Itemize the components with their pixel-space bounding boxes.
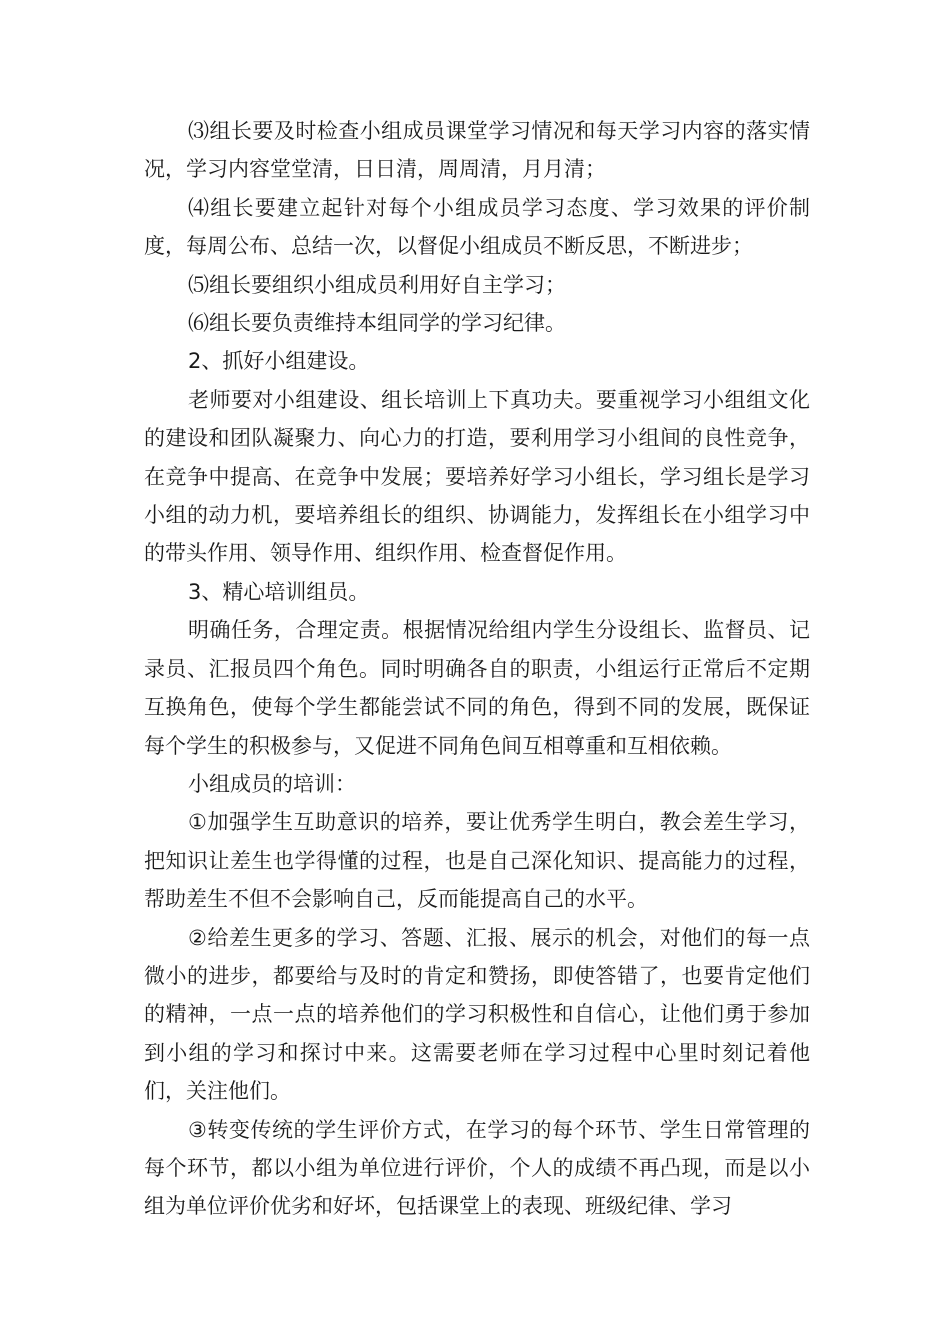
paragraph-leader-self-study: ⑸组长要组织小组成员利用好自主学习； (188, 272, 566, 297)
paragraph-training-intro: 小组成员的培训： (188, 771, 356, 796)
paragraph-leader-check: ⑶组长要及时检查小组成员课堂学习情况和每天学习内容的落实情况，学习内容堂堂清，日日清，周周清，月月清； (144, 119, 810, 182)
paragraph-leader-evaluation: ⑷组长要建立起针对每个小组成员学习态度、学习效果的评价制度，每周公布、总结一次，以督促小组成员不断反思，不断进步； (144, 195, 810, 259)
section-heading-member-training: 3、精心培训组员。 (188, 579, 370, 604)
paragraph-evaluation-method: ③转变传统的学生评价方式，在学习的每个环节、学生日常管理的每个环节，都以小组为单位进行评价，个人的成绩不再凸现，而是以小组为单位评价优劣和好坏，包括课堂上的表现、班级纪律、学习 (144, 1117, 810, 1219)
section-heading-group-building: 2、抓好小组建设。 (188, 349, 370, 374)
paragraph-group-building: 老师要对小组建设、组长培训上下真功夫。要重视学习小组组文化的建设和团队凝聚力、向心力的打造，要利用学习小组间的良性竞争，在竞争中提高、在竞争中发展；要培养好学习小组长，学习组长是学习小组的动力机，要培养组长的组织、协调能力，发挥组长在小组学习中的带头作用、领导作用、组织作用、检查督促作用。 (144, 387, 810, 566)
paragraph-roles: 明确任务，合理定责。根据情况给组内学生分设组长、监督员、记录员、汇报员四个角色。同时明确各自的职责，小组运行正常后不定期互换角色，使每个学生都能尝试不同的角色，得到不同的发展，既保证每个学生的积极参与，又促进不同角色间互相尊重和互相依赖。 (144, 618, 810, 758)
document-body (144, 112, 810, 1226)
paragraph-mutual-help: ①加强学生互助意识的培养，要让优秀学生明白，教会差生学习，把知识让差生也学得懂的过程，也是自己深化知识、提高能力的过程，帮助差生不但不会影响自己，反而能提高自己的水平。 (144, 810, 810, 912)
paragraph-encourage-weak-students: ②给差生更多的学习、答题、汇报、展示的机会，对他们的每一点微小的进步，都要给与及时的肯定和赞扬，即使答错了，也要肯定他们的精神，一点一点的培养他们的学习积极性和自信心，让他们勇于参加到小组的学习和探讨中来。这需要老师在学习过程中心里时刻记着他们，关注他们。 (144, 925, 810, 1104)
paragraph-leader-discipline: ⑹组长要负责维持本组同学的学习纪律。 (188, 311, 566, 336)
